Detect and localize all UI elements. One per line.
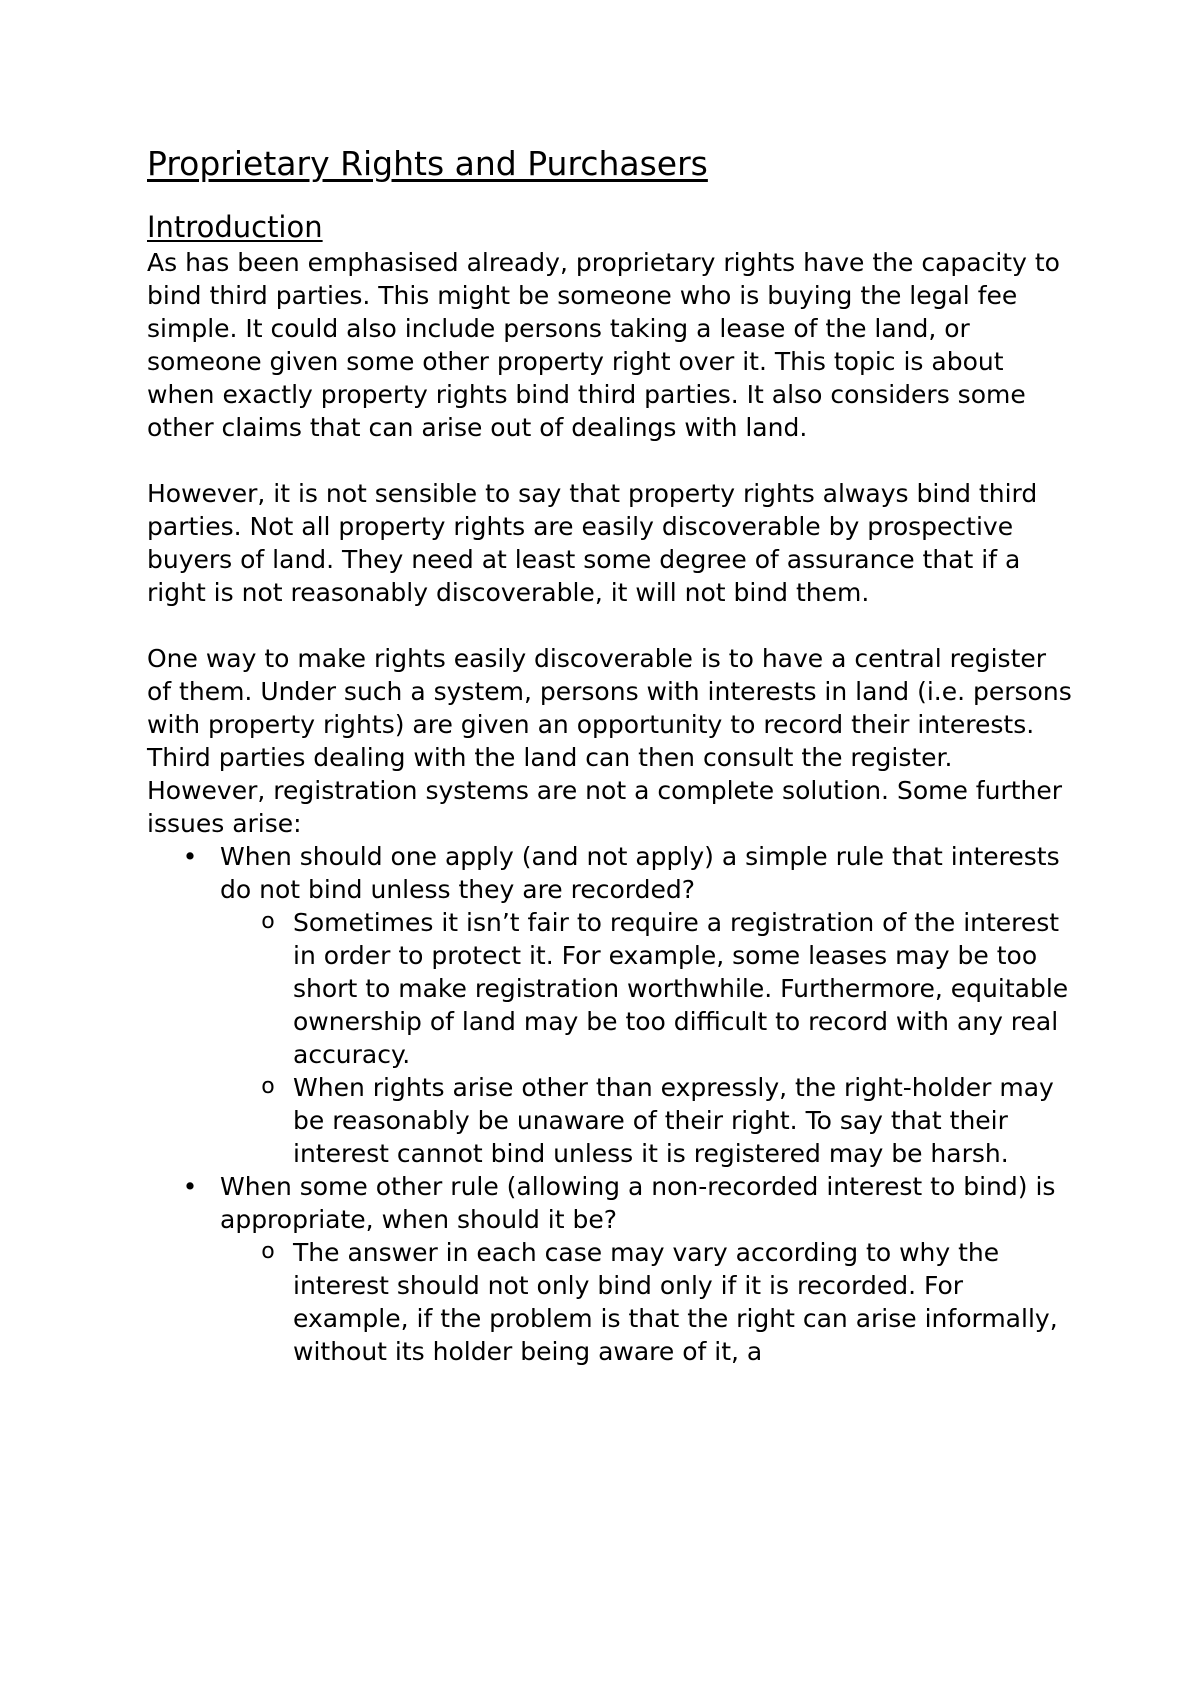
document-page bbox=[147, 142, 1077, 1368]
sub-list-item-text: The answer in each case may vary according to why the interest should not only bind only if it is recorded. For example, if the problem is that the right can arise informally, without its holder being aware of it, a bbox=[293, 1238, 1058, 1366]
sub-bullet-icon: o bbox=[261, 1074, 275, 1099]
paragraph-3: One way to make rights easily discoverable is to have a central register of them. Under such a system, persons with interests in land (i.e. persons with property rights) are given an opportunity to record their interests. Third parties dealing with the land can then consult the register. However, registration systems are not a complete solution. Some further issues arise: bbox=[147, 644, 1072, 838]
sub-list-item bbox=[220, 1236, 1077, 1368]
sub-bullet-icon: o bbox=[261, 1239, 275, 1264]
list-item-text: When should one apply (and not apply) a simple rule that interests do not bind unless they are recorded? bbox=[220, 842, 1060, 904]
list-item bbox=[147, 840, 1077, 1170]
issues-list bbox=[147, 840, 1077, 1368]
sub-list bbox=[220, 1236, 1077, 1368]
list-item bbox=[147, 1170, 1077, 1368]
list-item-text: When some other rule (allowing a non-recorded interest to bind) is appropriate, when should it be? bbox=[220, 1172, 1056, 1234]
sub-list-item bbox=[220, 906, 1077, 1071]
paragraph-1: As has been emphasised already, proprietary rights have the capacity to bind third parties. This might be someone who is buying the legal fee simple. It could also include persons taking a lease of the land, or someone given some other property right over it. This topic is about when exactly property rights bind third parties. It also considers some other claims that can arise out of dealings with land. bbox=[147, 248, 1060, 442]
section-heading-introduction: Introduction bbox=[147, 210, 323, 244]
bullet-icon: • bbox=[182, 842, 198, 871]
sub-list-item-text: Sometimes it isn’t fair to require a registration of the interest in order to protect it. For example, some leases may be too short to make registration worthwhile. Furthermore, equitable ownership of land may be too difficult to record with any real accuracy. bbox=[293, 908, 1069, 1069]
document-title: Proprietary Rights and Purchasers bbox=[147, 144, 708, 183]
paragraph-2: However, it is not sensible to say that property rights always bind third parties. Not all property rights are easily discoverable by prospective buyers of land. They need at least some degree of assurance that if a right is not reasonably discoverable, it will not bind them. bbox=[147, 479, 1038, 607]
sub-list-item-text: When rights arise other than expressly, the right-holder may be reasonably be unaware of their right. To say that their interest cannot bind unless it is registered may be harsh. bbox=[293, 1073, 1054, 1168]
sub-list-item bbox=[220, 1071, 1077, 1170]
bullet-icon: • bbox=[182, 1172, 198, 1201]
sub-list bbox=[220, 906, 1077, 1170]
sub-bullet-icon: o bbox=[261, 909, 275, 934]
